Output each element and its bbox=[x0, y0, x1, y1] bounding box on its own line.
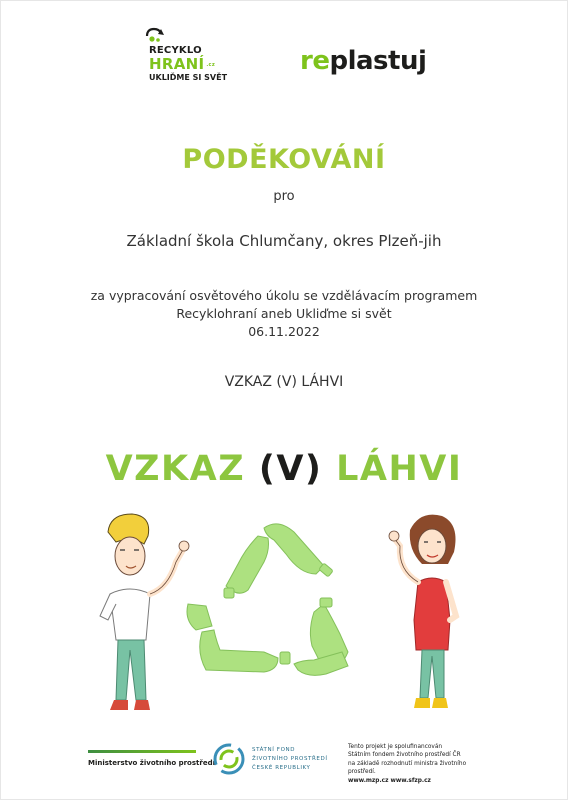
for-label: pro bbox=[273, 189, 295, 204]
boy-illustration bbox=[100, 514, 189, 710]
recyklo-text: RECYKLO bbox=[149, 45, 202, 56]
girl-illustration bbox=[389, 515, 456, 708]
bottle-recycle-triangle bbox=[187, 524, 348, 676]
sfzp-logo: STÁTNÍ FOND ŽIVOTNÍHO PROSTŘEDÍ ČESKÉ REPUBLIKY bbox=[212, 742, 342, 778]
hrani-text: HRANÍ .cz bbox=[149, 55, 216, 73]
bottle-recycling-illustration bbox=[88, 500, 480, 730]
footer-links: www.mzp.cz www.sfzp.cz bbox=[348, 777, 431, 784]
certificate-description: za vypracování osvětového úkolu se vzdělávacím programem Recyklohraní aneb Ukliďme si svět 06.11.2022 bbox=[0, 287, 568, 341]
replastuj-logo: replastuj bbox=[300, 46, 427, 76]
school-name: Základní škola Chlumčany, okres Plzeň-jih bbox=[126, 232, 442, 250]
recyklohrani-logo bbox=[143, 26, 233, 86]
certificate-date: 06.11.2022 bbox=[248, 324, 320, 339]
task-name: VZKAZ (V) LÁHVI bbox=[224, 374, 344, 390]
certificate-title: PODĚKOVÁNÍ bbox=[182, 144, 386, 175]
ukli-text: UKLIĎME SI SVĚT bbox=[149, 73, 228, 82]
banner-title: VZKAZ (V) LÁHVI bbox=[105, 449, 463, 489]
sfzp-emblem bbox=[212, 742, 246, 776]
cofinancing-note: Tento projekt je spolufinancován Státním fondem životního prostředí ČR na základě rozhodnutí ministra životního prostředí. www.mzp.cz www.sfzp.cz bbox=[348, 743, 493, 785]
ministry-logo: Ministerstvo životního prostředí bbox=[88, 750, 196, 767]
recycle-arrows-icon bbox=[143, 26, 167, 44]
